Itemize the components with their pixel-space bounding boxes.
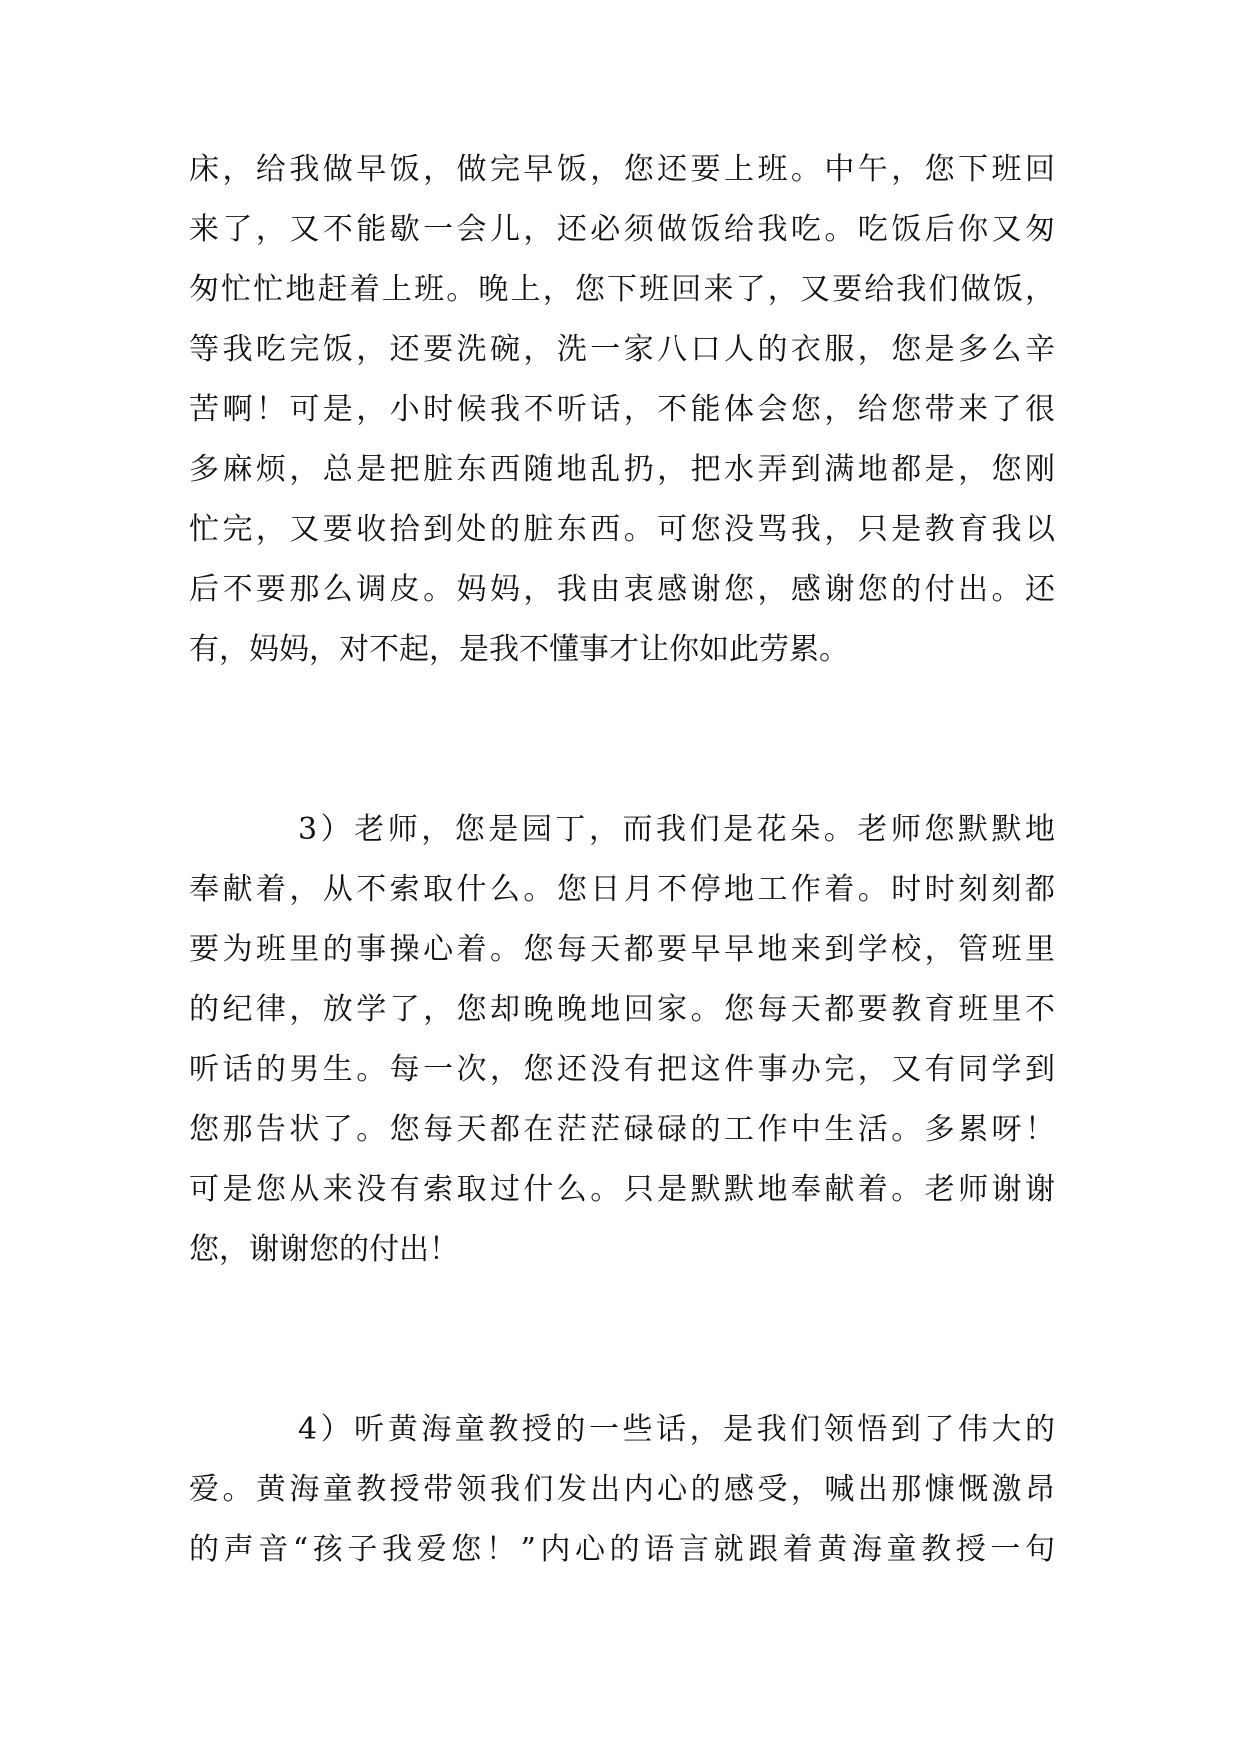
paragraph-2-line-7: 可是您从来没有索取过什么。只是默默地奉献着。老师谢谢 (189, 1172, 1055, 1207)
paragraph-1-line-6: 多麻烦，总是把脏东西随地乱扔，把水弄到满地都是，您刚 (189, 452, 1055, 487)
paragraph-1-line-2: 来了，又不能歇一会儿，还必须做饭给我吃。吃饭后你又匆 (189, 212, 1055, 247)
paragraph-1-line-7: 忙完，又要收拾到处的脏东西。可您没骂我，只是教育我以 (189, 512, 1055, 547)
paragraph-2-line-8: 您，谢谢您的付出！ (189, 1232, 459, 1267)
paragraph-3-line-1: 4）听黄海童教授的一些话，是我们领悟到了伟大的 (298, 1412, 1055, 1447)
paragraph-2-line-3: 要为班里的事操心着。您每天都要早早地来到学校，管班里 (189, 932, 1055, 967)
paragraph-2-line-1: 3）老师，您是园丁，而我们是花朵。老师您默默地 (298, 812, 1055, 847)
paragraph-1-line-5: 苦啊！可是，小时候我不听话，不能体会您，给您带来了很 (189, 392, 1055, 427)
paragraph-3-line-2: 爱。黄海童教授带领我们发出内心的感受，喊出那慷慨激昂 (189, 1472, 1055, 1507)
paragraph-2-line-2: 奉献着，从不索取什么。您日月不停地工作着。时时刻刻都 (189, 872, 1055, 907)
paragraph-1-line-1: 床，给我做早饭，做完早饭，您还要上班。中午，您下班回 (189, 152, 1055, 187)
paragraph-1-line-8: 后不要那么调皮。妈妈，我由衷感谢您，感谢您的付出。还 (189, 572, 1055, 607)
paragraph-3-line-3: 的声音“孩子我爱您！”内心的语言就跟着黄海童教授一句 (189, 1532, 1055, 1567)
paragraph-1-line-3: 匆忙忙地赶着上班。晚上，您下班回来了，又要给我们做饭， (189, 272, 1055, 307)
paragraph-1-line-9: 有，妈妈，对不起，是我不懂事才让你如此劳累。 (189, 632, 849, 667)
paragraph-1-line-4: 等我吃完饭，还要洗碗，洗一家八口人的衣服，您是多么辛 (189, 332, 1055, 367)
paragraph-2-line-5: 听话的男生。每一次，您还没有把这件事办完，又有同学到 (189, 1052, 1055, 1087)
paragraph-2-line-4: 的纪律，放学了，您却晚晚地回家。您每天都要教育班里不 (189, 992, 1055, 1027)
paragraph-2-line-6: 您那告状了。您每天都在茫茫碌碌的工作中生活。多累呀！ (189, 1112, 1055, 1147)
